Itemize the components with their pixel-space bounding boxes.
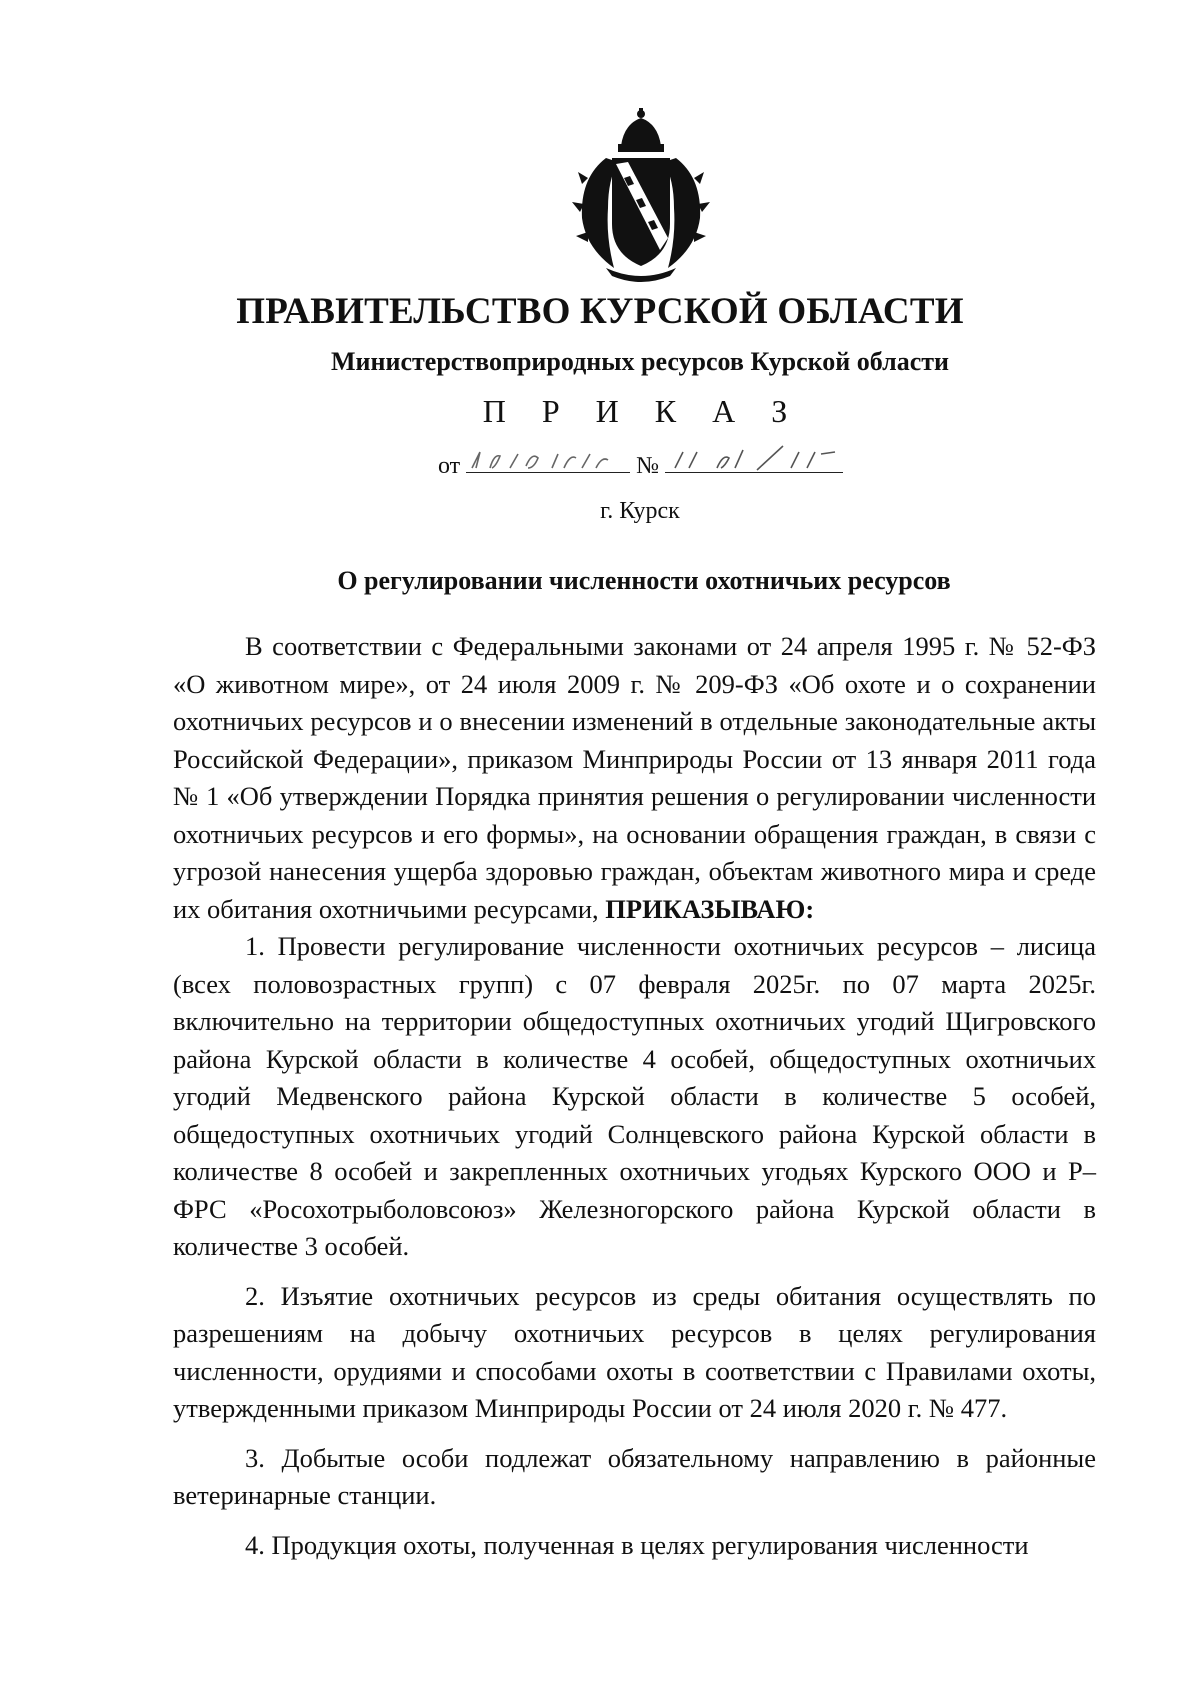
order-item-1: 1. Провести регулирование численности охотничьих ресурсов – лисица (всех половозрастных групп) с 07 февраля 2025г. по 07 марта 2025г. включительно на территории общедоступных охотничьих угодий Щигровского района Курской области в количестве 4 особей, общедоступных охотничьих угодий Медвенского района Курской области в количестве 5 особей, общедоступных охотничьих угодий Солнцевского района Курской области в количестве 8 особей и закрепленных охотничьих угодьях Курского ООО и Р–ФРС «Росохотрыболовсоюз» Железногорского района Курской области в количестве 3 особей.	[173, 931, 1096, 1261]
handwritten-date-scribble	[466, 448, 630, 472]
document-type: П Р И К А З	[482, 393, 802, 429]
order-item-3: 3. Добытые особи подлежат обязательному направлению в районные ветеринарные станции.	[173, 1442, 1096, 1510]
date-number-line	[438, 448, 843, 480]
ministry-name: Министерствоприродных ресурсов Курской области	[331, 347, 949, 376]
order-item-2: 2. Изъятие охотничьих ресурсов из среды обитания осуществлять по разрешениям на добычу охотничьих ресурсов в целях регулирования численности, орудиями и способами охоты в соответствии с Правилами охоты, утвержденными приказом Минприроды России от 24 июля 2020 г. № 477.	[173, 1280, 1096, 1423]
order-subject: О регулировании численности охотничьих ресурсов	[337, 566, 951, 595]
handwritten-number-field	[665, 448, 843, 473]
city-line: г. Курск	[600, 498, 680, 524]
preamble-text: В соответствии с Федеральными законами от 24 апреля 1995 г. № 52-ФЗ «О животном мире», от 24 июля 2009 г. № 209-ФЗ «Об охоте и о сохранении охотничьих ресурсов и о внесении изменений в отдельные законодательные акты Российской Федерации», приказом Минприроды России от 13 января 2011 года № 1 «Об утверждении Порядка принятия решения о регулировании численности охотничьих ресурсов и его формы», на основании обращения граждан, в связи с угрозой нанесения ущерба здоровью граждан, объектам животного мира и среде их обитания охотничьими ресурсами,	[173, 631, 1096, 924]
kursk-coat-of-arms-emblem	[566, 108, 716, 282]
date-prefix: от	[438, 453, 461, 479]
order-command-colon: :	[805, 893, 815, 924]
number-prefix: №	[636, 453, 660, 479]
handwritten-number-scribble	[665, 444, 843, 472]
preamble-paragraph	[173, 628, 1096, 928]
order-body	[173, 628, 1096, 1564]
government-title: ПРАВИТЕЛЬСТВО КУРСКОЙ ОБЛАСТИ	[236, 291, 964, 332]
handwritten-date-field	[466, 448, 630, 473]
order-command: ПРИКАЗЫВАЮ	[605, 893, 806, 924]
order-item-4: 4. Продукция охоты, полученная в целях регулирования численности	[245, 1529, 1029, 1560]
